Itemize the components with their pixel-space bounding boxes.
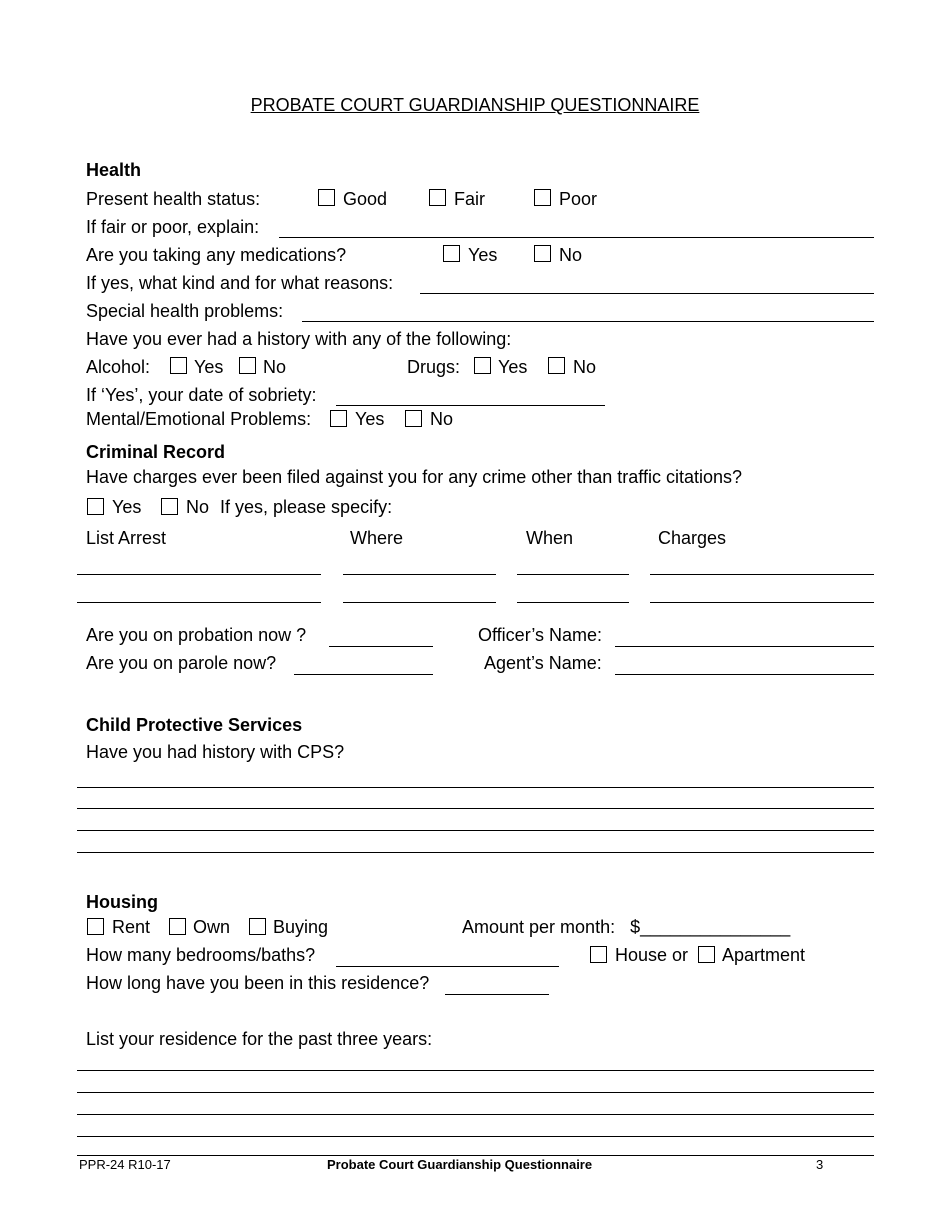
residence-label: List your residence for the past three years: <box>86 1029 433 1049</box>
criminal-yes-label: Yes <box>112 497 142 517</box>
alcohol-yes-label: Yes <box>194 357 224 377</box>
how-long-line[interactable] <box>445 994 549 995</box>
alcohol-no-label: No <box>263 357 287 377</box>
med-kind-line[interactable] <box>420 293 874 294</box>
med-kind-label: If yes, what kind and for what reasons: <box>86 273 394 293</box>
criminal-yes-checkbox[interactable] <box>87 498 104 515</box>
health-fair-label: Fair <box>454 189 485 209</box>
criminal-no-label: No <box>186 497 210 517</box>
drugs-yes-checkbox[interactable] <box>474 357 491 374</box>
where-line[interactable] <box>343 574 496 575</box>
agent-label: Agent’s Name: <box>484 653 602 673</box>
house-label: House or <box>615 945 689 965</box>
mental-yes-label: Yes <box>355 409 385 429</box>
cps-line[interactable] <box>77 852 874 853</box>
residence-line[interactable] <box>77 1070 874 1071</box>
medications-label: Are you taking any medications? <box>86 245 347 265</box>
parole-line[interactable] <box>294 674 433 675</box>
own-label: Own <box>193 917 231 937</box>
sobriety-line[interactable] <box>336 405 605 406</box>
rent-label: Rent <box>112 917 151 937</box>
medications-no-checkbox[interactable] <box>534 245 551 262</box>
apartment-label: Apartment <box>722 945 806 965</box>
officer-label: Officer’s Name: <box>478 625 603 645</box>
arrest-line[interactable] <box>77 574 321 575</box>
residence-line[interactable] <box>77 1092 874 1093</box>
mental-label: Mental/Emotional Problems: <box>86 409 312 429</box>
criminal-question: Have charges ever been filed against you for any crime other than traffic citations? <box>86 467 743 487</box>
mental-no-label: No <box>430 409 454 429</box>
parole-label: Are you on parole now? <box>86 653 277 673</box>
footer-page-number: 3 <box>816 1157 824 1172</box>
explain-label: If fair or poor, explain: <box>86 217 260 237</box>
officer-line[interactable] <box>615 646 874 647</box>
residence-line[interactable] <box>77 1114 874 1115</box>
drugs-label: Drugs: <box>407 357 461 377</box>
house-checkbox[interactable] <box>590 946 607 963</box>
health-status-label: Present health status: <box>86 189 261 209</box>
alcohol-no-checkbox[interactable] <box>239 357 256 374</box>
bedrooms-label: How many bedrooms/baths? <box>86 945 316 965</box>
col-where: Where <box>350 528 404 548</box>
criminal-heading: Criminal Record <box>86 442 226 462</box>
own-checkbox[interactable] <box>169 918 186 935</box>
cps-line[interactable] <box>77 808 874 809</box>
footer-title: Probate Court Guardianship Questionnaire <box>327 1157 593 1172</box>
drugs-yes-label: Yes <box>498 357 528 377</box>
bedrooms-line[interactable] <box>336 966 559 967</box>
col-when: When <box>526 528 574 548</box>
footer-code: PPR-24 R10-17 <box>79 1157 171 1172</box>
criminal-no-checkbox[interactable] <box>161 498 178 515</box>
health-poor-checkbox[interactable] <box>534 189 551 206</box>
special-label: Special health problems: <box>86 301 284 321</box>
explain-line[interactable] <box>279 237 874 238</box>
medications-yes-label: Yes <box>468 245 498 265</box>
health-good-checkbox[interactable] <box>318 189 335 206</box>
probation-line[interactable] <box>329 646 433 647</box>
mental-no-checkbox[interactable] <box>405 410 422 427</box>
cps-heading: Child Protective Services <box>86 715 303 735</box>
alcohol-label: Alcohol: <box>86 357 151 377</box>
rent-checkbox[interactable] <box>87 918 104 935</box>
health-good-label: Good <box>343 189 388 209</box>
alcohol-yes-checkbox[interactable] <box>170 357 187 374</box>
where-line[interactable] <box>343 602 496 603</box>
probation-label: Are you on probation now ? <box>86 625 307 645</box>
arrest-line[interactable] <box>77 602 321 603</box>
page-title: PROBATE COURT GUARDIANSHIP QUESTIONNAIRE <box>250 95 700 115</box>
buying-label: Buying <box>273 917 329 937</box>
special-line[interactable] <box>302 321 874 322</box>
medications-yes-checkbox[interactable] <box>443 245 460 262</box>
cps-question: Have you had history with CPS? <box>86 742 345 762</box>
cps-line[interactable] <box>77 830 874 831</box>
mental-yes-checkbox[interactable] <box>330 410 347 427</box>
residence-line[interactable] <box>77 1136 874 1137</box>
health-heading: Health <box>86 160 142 180</box>
agent-line[interactable] <box>615 674 874 675</box>
medications-no-label: No <box>559 245 583 265</box>
col-list-arrest: List Arrest <box>86 528 167 548</box>
cps-line[interactable] <box>77 787 874 788</box>
when-line[interactable] <box>517 574 629 575</box>
specify-label: If yes, please specify: <box>220 497 393 517</box>
amount-label: Amount per month: $_______________ <box>462 917 791 937</box>
history-label: Have you ever had a history with any of the following: <box>86 329 512 349</box>
health-fair-checkbox[interactable] <box>429 189 446 206</box>
buying-checkbox[interactable] <box>249 918 266 935</box>
drugs-no-label: No <box>573 357 597 377</box>
charges-line[interactable] <box>650 602 874 603</box>
footer-rule <box>77 1155 874 1156</box>
health-poor-label: Poor <box>559 189 598 209</box>
when-line[interactable] <box>517 602 629 603</box>
sobriety-label: If ‘Yes’, your date of sobriety: <box>86 385 317 405</box>
how-long-label: How long have you been in this residence? <box>86 973 430 993</box>
apartment-checkbox[interactable] <box>698 946 715 963</box>
col-charges: Charges <box>658 528 727 548</box>
housing-heading: Housing <box>86 892 158 912</box>
drugs-no-checkbox[interactable] <box>548 357 565 374</box>
charges-line[interactable] <box>650 574 874 575</box>
